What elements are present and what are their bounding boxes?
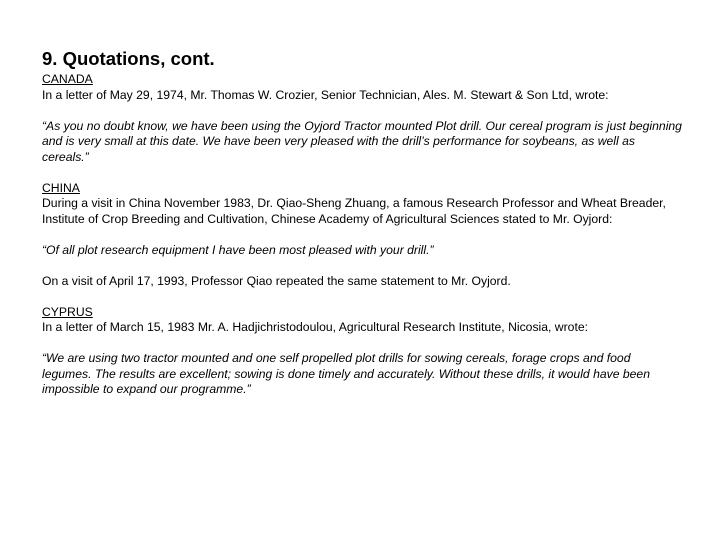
section-canada: [42, 72, 682, 165]
letter-intro: In a letter of May 29, 1974, Mr. Thomas W. Crozier, Senior Technician, Ales. M. Stewart & Son Ltd, wrote:: [42, 87, 609, 102]
letter-intro: In a letter of March 15, 1983 Mr. A. Hadjichristodoulou, Agricultural Research Institute, Nicosia, wrote:: [42, 320, 588, 334]
followup-statement: On a visit of April 17, 1993, Professor Qiao repeated the same statement to Mr. Oyjord.: [42, 273, 511, 288]
country-heading: CHINA: [42, 180, 80, 195]
letter-intro: During a visit in China November 1983, Dr. Qiao-Sheng Zhuang, a famous Research Professor and Wheat Breader, Institute of Crop Breeding and Cultivation, Chinese Academy of Agricultural Sciences stated to Mr. Oyjord:: [42, 196, 666, 226]
page-title: 9. Quotations, cont.: [42, 48, 215, 69]
country-heading: CANADA: [42, 72, 93, 86]
section-china: [42, 181, 682, 290]
section-cyprus: [42, 305, 682, 398]
quotation: “We are using two tractor mounted and one self propelled plot drills for sowing cereals, forage crops and food legumes. The results are excellent; sowing is done timely and accurately. Without these drills, it would have been impossible to expand our programme.”: [42, 351, 650, 396]
country-heading: CYPRUS: [42, 304, 93, 319]
quotation: “As you no doubt know, we have been using the Oyjord Tractor mounted Plot drill. Our cereal program is just beginning and is very small at this date. We have been very pleased with the drill’s performance for soybeans, as well as cereals.”: [42, 118, 682, 164]
quotations-body: [42, 72, 682, 398]
quotation: “Of all plot research equipment I have been most pleased with your drill.”: [42, 242, 434, 257]
